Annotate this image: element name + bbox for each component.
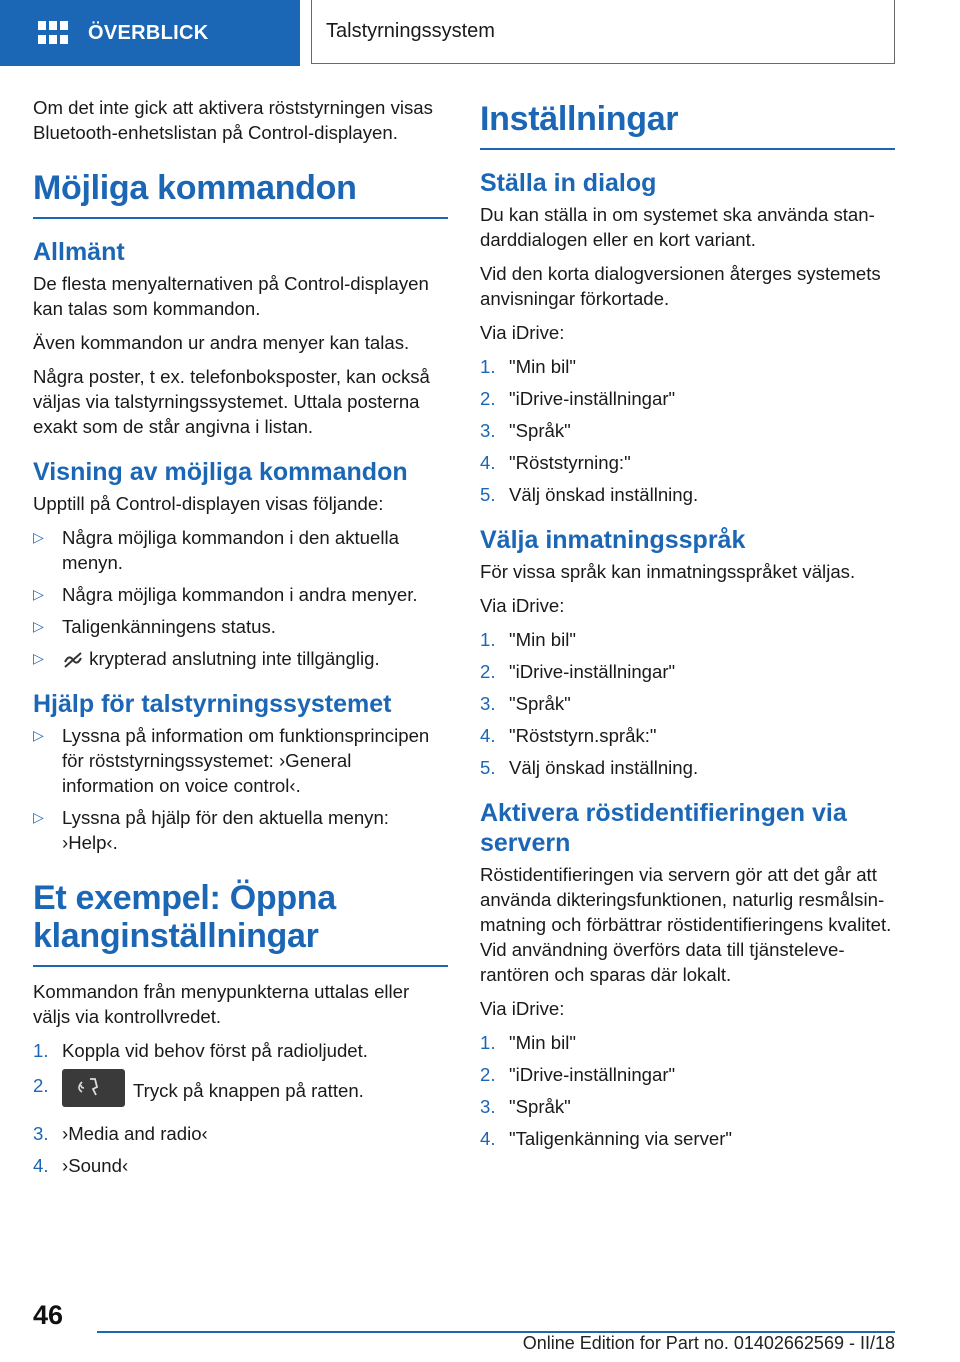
list-item: ▷ Lyssna på hjälp för den aktuella menyn: ›Help‹. <box>33 807 389 853</box>
heading-example: Et exempel: Öppna klanginställningar <box>33 879 448 967</box>
heading-general: Allmänt <box>33 238 125 266</box>
list-item: 1. "Min bil" <box>480 629 576 650</box>
triangle-bullet-icon: ▷ <box>33 618 44 634</box>
display-paragraph: Upptill på Control-displayen visas följande: <box>33 493 384 514</box>
list-item: ▷ krypterad anslutning inte tillgänglig. <box>33 648 380 669</box>
triangle-bullet-icon: ▷ <box>33 529 44 545</box>
dialog-via: Via iDrive: <box>480 322 565 343</box>
heading-server-recognition: Aktivera röstidentifieringen via servern <box>480 799 847 857</box>
server-via: Via iDrive: <box>480 998 565 1019</box>
list-item: ▷ Några möjliga kommandon i den aktuella menyn. <box>33 527 399 573</box>
dialog-step-list <box>480 354 895 507</box>
dialog-paragraph-1: Du kan ställa in om systemet ska använda standarddialogen eller en kort variant. <box>480 204 875 250</box>
list-item: 3. "Språk" <box>480 693 571 714</box>
server-paragraph: Röstidentifieringen via servern gör att det går att använda dikteringsfunktionen, naturlig resmålsinmatning och förbättrar röstidentifieringens kvalitet. Vid användning överförs data till tjänsteleverantören och sparas där lokalt. <box>480 864 892 985</box>
list-item: ▷ Några möjliga kommandon i andra menyer. <box>33 584 418 605</box>
language-via: Via iDrive: <box>480 595 565 616</box>
edition-text: Online Edition for Part no. 01402662569 - II/18 <box>522 1333 895 1353</box>
heading-input-language: Välja inmatningsspråk <box>480 526 746 554</box>
intro-paragraph: Om det inte gick att aktivera röststyrningen visas Bluetooth-enhetslistan på Control-displayen. <box>33 97 433 143</box>
triangle-bullet-icon: ▷ <box>33 586 44 602</box>
heading-settings: Inställningar <box>480 100 895 150</box>
list-item: 4. ›Sound‹ <box>33 1155 129 1176</box>
list-item: 1. "Min bil" <box>480 1032 576 1053</box>
general-paragraph-2: Även kommandon ur andra menyer kan talas. <box>33 332 410 353</box>
heading-dialog: Ställa in dialog <box>480 169 657 197</box>
heading-possible-commands: Möjliga kommandon <box>33 169 448 219</box>
list-item: 4. "Taligenkänning via server" <box>480 1128 733 1149</box>
encryption-unavailable-icon <box>62 650 84 670</box>
list-item: 4. "Röststyrning:" <box>480 452 631 473</box>
list-item: 2. "iDrive-inställningar" <box>480 1064 676 1085</box>
heading-display-commands: Visning av möjliga kommandon <box>33 458 408 486</box>
server-step-list <box>480 1030 895 1151</box>
language-step-list <box>480 627 895 780</box>
list-item: ▷ Lyssna på information om funktionsprincipen för röststyrningssystemet: ›General information on voice control‹. <box>33 725 430 796</box>
voice-button-icon <box>62 1069 125 1107</box>
left-column <box>33 95 448 1185</box>
list-item: 4. "Röststyrn.språk:" <box>480 725 657 746</box>
section-label: ÖVERBLICK <box>88 21 209 44</box>
chapter-title: Talstyrningssystem <box>311 0 895 64</box>
general-paragraph-1: De flesta menyalternativen på Control-displayen kan talas som kommandon. <box>33 273 429 319</box>
list-item: 3. ›Media and radio‹ <box>33 1123 208 1144</box>
language-paragraph: För vissa språk kan inmatningsspråket väljas. <box>480 561 856 582</box>
triangle-bullet-icon: ▷ <box>33 727 44 743</box>
example-paragraph: Kommandon från menypunkterna uttalas eller väljs via kontrollvredet. <box>33 981 410 1027</box>
page-number: 46 <box>33 1300 64 1330</box>
list-item: ▷ Taligenkänningens status. <box>33 616 276 637</box>
grid-icon <box>38 21 68 45</box>
right-column <box>480 100 895 1158</box>
help-bullet-list <box>33 723 448 855</box>
section-tab[interactable] <box>0 0 300 66</box>
list-item: 3. "Språk" <box>480 1096 571 1117</box>
list-item: 1. "Min bil" <box>480 356 576 377</box>
list-item: 2. "iDrive-inställningar" <box>480 388 676 409</box>
general-paragraph-3: Några poster, t ex. telefonboksposter, kan också väljas via talstyrningssystemet. Uttala posterna exakt som de står angivna i listan. <box>33 366 430 437</box>
heading-help: Hjälp för talstyrningssystemet <box>33 690 392 718</box>
list-item: 3. "Språk" <box>480 420 571 441</box>
dialog-paragraph-2: Vid den korta dialogversionen återges systemets anvisningar förkortade. <box>480 263 881 309</box>
triangle-bullet-icon: ▷ <box>33 809 44 825</box>
list-item: 1. Koppla vid behov först på radioljudet. <box>33 1040 368 1061</box>
list-item: 2. Tryck på knappen på ratten. <box>33 1073 448 1111</box>
triangle-bullet-icon: ▷ <box>33 650 44 666</box>
list-item: 5. Välj önskad inställning. <box>480 757 699 778</box>
list-item: 5. Välj önskad inställning. <box>480 484 699 505</box>
example-step-list <box>33 1038 448 1178</box>
list-item: 2. "iDrive-inställningar" <box>480 661 676 682</box>
display-bullet-list <box>33 525 448 671</box>
